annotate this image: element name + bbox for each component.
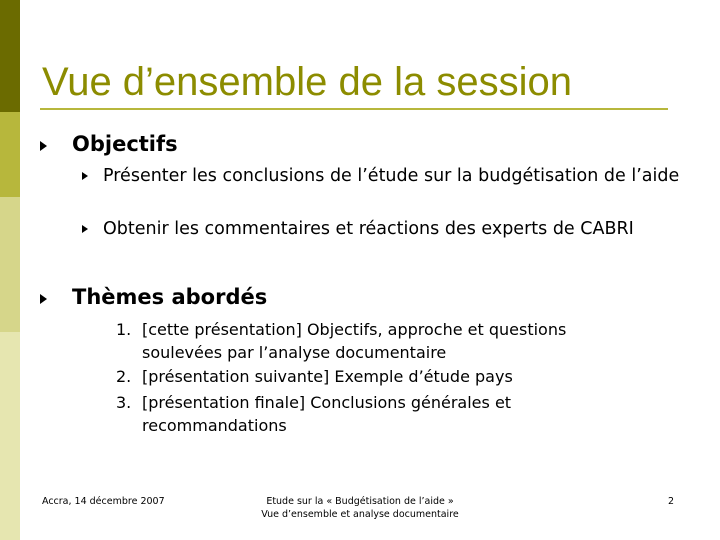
arrow-bullet-icon — [40, 294, 47, 304]
theme-item-2: [présentation suivante] Exemple d’étude pays — [142, 367, 513, 386]
footer-center — [210, 495, 510, 521]
list-number-3: 3. — [116, 393, 132, 412]
list-number-1: 1. — [116, 320, 132, 339]
page-number: 2 — [668, 496, 675, 507]
slide-title: Vue d’ensemble de la session — [42, 60, 572, 104]
section-heading-objectifs: Objectifs — [72, 132, 178, 156]
accent-bar-top — [0, 0, 20, 112]
accent-bar-segment-3 — [0, 197, 20, 332]
title-underline — [40, 108, 668, 110]
accent-bar-bottom — [0, 332, 20, 540]
footer-center-line-2: Vue d’ensemble et analyse documentaire — [261, 509, 459, 520]
objective-bullet-2: Obtenir les commentaires et réactions des experts de CABRI — [103, 219, 634, 239]
accent-bar-segment-2 — [0, 112, 20, 197]
arrow-bullet-icon — [82, 172, 88, 180]
footer-center-line-1: Etude sur la « Budgétisation de l’aide » — [266, 496, 454, 507]
theme-item-3: [présentation finale] Conclusions générales et recommandations — [142, 393, 512, 435]
objective-bullet-1: Présenter les conclusions de l’étude sur la budgétisation de l’aide — [103, 166, 680, 186]
list-number-2: 2. — [116, 367, 132, 386]
arrow-bullet-icon — [82, 225, 88, 233]
arrow-bullet-icon — [40, 141, 47, 151]
footer-date: Accra, 14 décembre 2007 — [42, 496, 165, 507]
section-heading-themes: Thèmes abordés — [72, 285, 268, 309]
theme-item-1: [cette présentation] Objectifs, approche et questions soulevées par l’analyse documentaire — [142, 320, 567, 362]
